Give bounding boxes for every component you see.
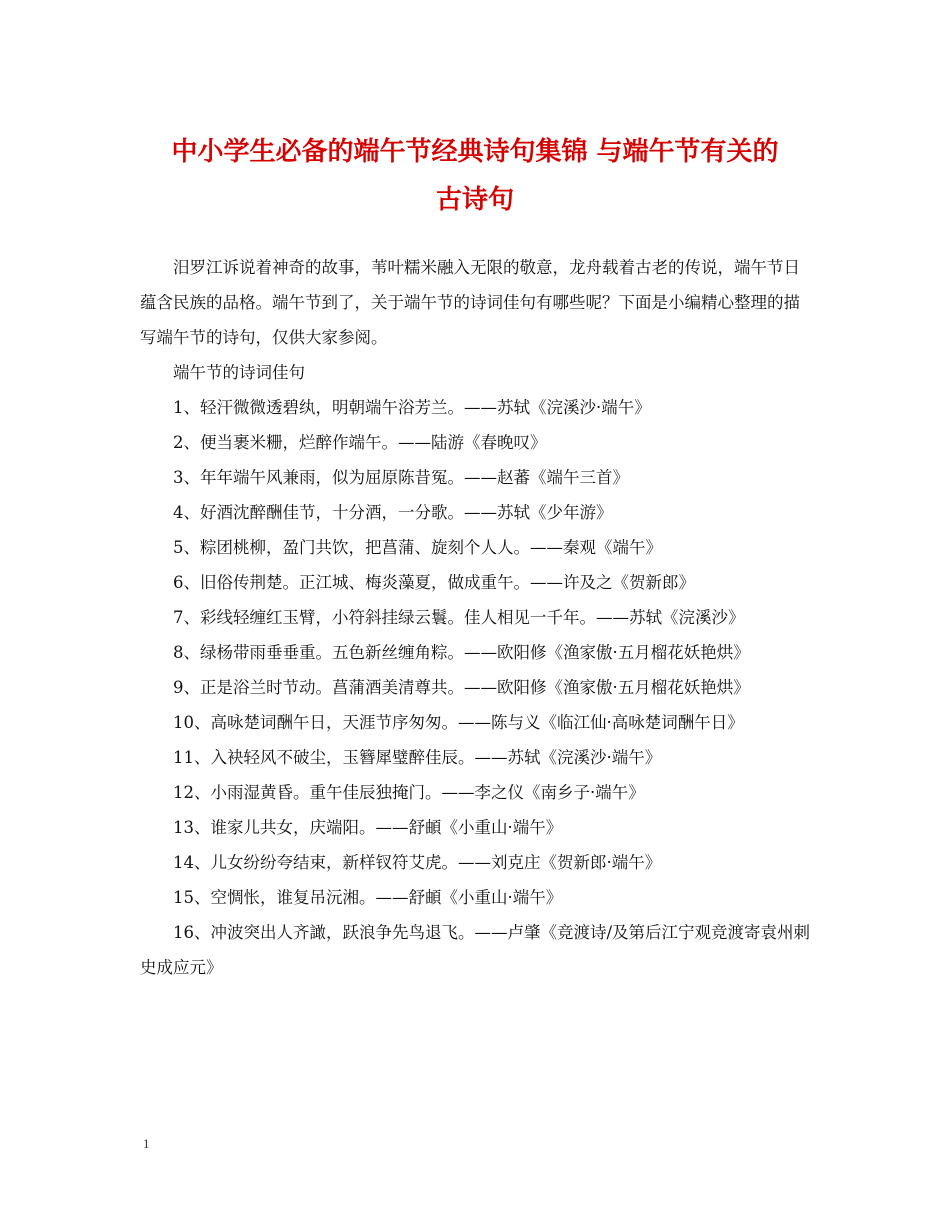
poem-line: 11、入袂轻风不破尘，玉簪犀璧醉佳辰。——苏轼《浣溪沙·端午》 xyxy=(173,748,662,767)
poem-line: 1、轻汗微微透碧纨，明朝端午浴芳兰。——苏轼《浣溪沙·端午》 xyxy=(173,398,651,417)
poem-line: 10、高咏楚词酬午日，天涯节序匆匆。——陈与义《临江仙·高咏楚词酬午日》 xyxy=(173,713,744,732)
poem-line: 16、冲波突出人齐譀，跃浪争先鸟退飞。——卢肇《竞渡诗/及第后江宁观竞渡寄袁州刺史成应元》 xyxy=(140,923,811,977)
poem-line: 15、空惆怅，谁复吊沅湘。——舒頔《小重山·端午》 xyxy=(173,888,563,907)
document-title xyxy=(140,128,810,224)
poem-line: 2、便当裹米粣，烂醉作端午。——陆游《春晚叹》 xyxy=(173,433,547,452)
poem-line: 3、年年端午风兼雨，似为屈原陈昔冤。——赵蕃《端午三首》 xyxy=(173,468,629,487)
poem-line: 12、小雨湿黄昏。重午佳辰独掩门。——李之仪《南乡子·端午》 xyxy=(173,783,645,802)
document-body xyxy=(140,250,812,985)
title-line-1: 中小学生必备的端午节经典诗句集锦 与端午节有关的 xyxy=(171,137,779,167)
poem-line: 5、粽团桃柳，盈门共饮，把菖蒲、旋刻个人人。——秦观《端午》 xyxy=(173,538,662,557)
title-line-2: 古诗句 xyxy=(435,185,514,215)
poem-line: 4、好酒沈醉酬佳节，十分酒，一分歌。——苏轼《少年游》 xyxy=(173,503,613,522)
poem-line: 13、谁家儿共女，庆端阳。——舒頔《小重山·端午》 xyxy=(173,818,563,837)
poem-line: 8、绿杨带雨垂垂重。五色新丝缠角粽。——欧阳修《渔家傲·五月榴花妖艳烘》 xyxy=(173,643,750,662)
poem-line: 14、儿女纷纷夸结束，新样钗符艾虎。——刘克庄《贺新郎·端午》 xyxy=(173,853,662,872)
page-number: 1 xyxy=(143,1136,150,1151)
poem-line: 6、旧俗传荆楚。正江城、梅炎藻夏，做成重午。——许及之《贺新郎》 xyxy=(173,573,695,592)
poem-line: 9、正是浴兰时节动。菖蒲酒美清尊共。——欧阳修《渔家傲·五月榴花妖艳烘》 xyxy=(173,678,750,697)
poem-line: 7、彩线轻缠红玉臂，小符斜挂绿云鬟。佳人相见一千年。——苏轼《浣溪沙》 xyxy=(173,608,745,627)
intro-paragraph: 汨罗江诉说着神奇的故事，苇叶糯米融入无限的敬意，龙舟载着古老的传说，端午节日蕴含民族的品格。端午节到了，关于端午节的诗词佳句有哪些呢？下面是小编精心整理的描写端午节的诗句，仅供大家参阅。 xyxy=(140,258,800,347)
section-heading: 端午节的诗词佳句 xyxy=(173,363,305,382)
